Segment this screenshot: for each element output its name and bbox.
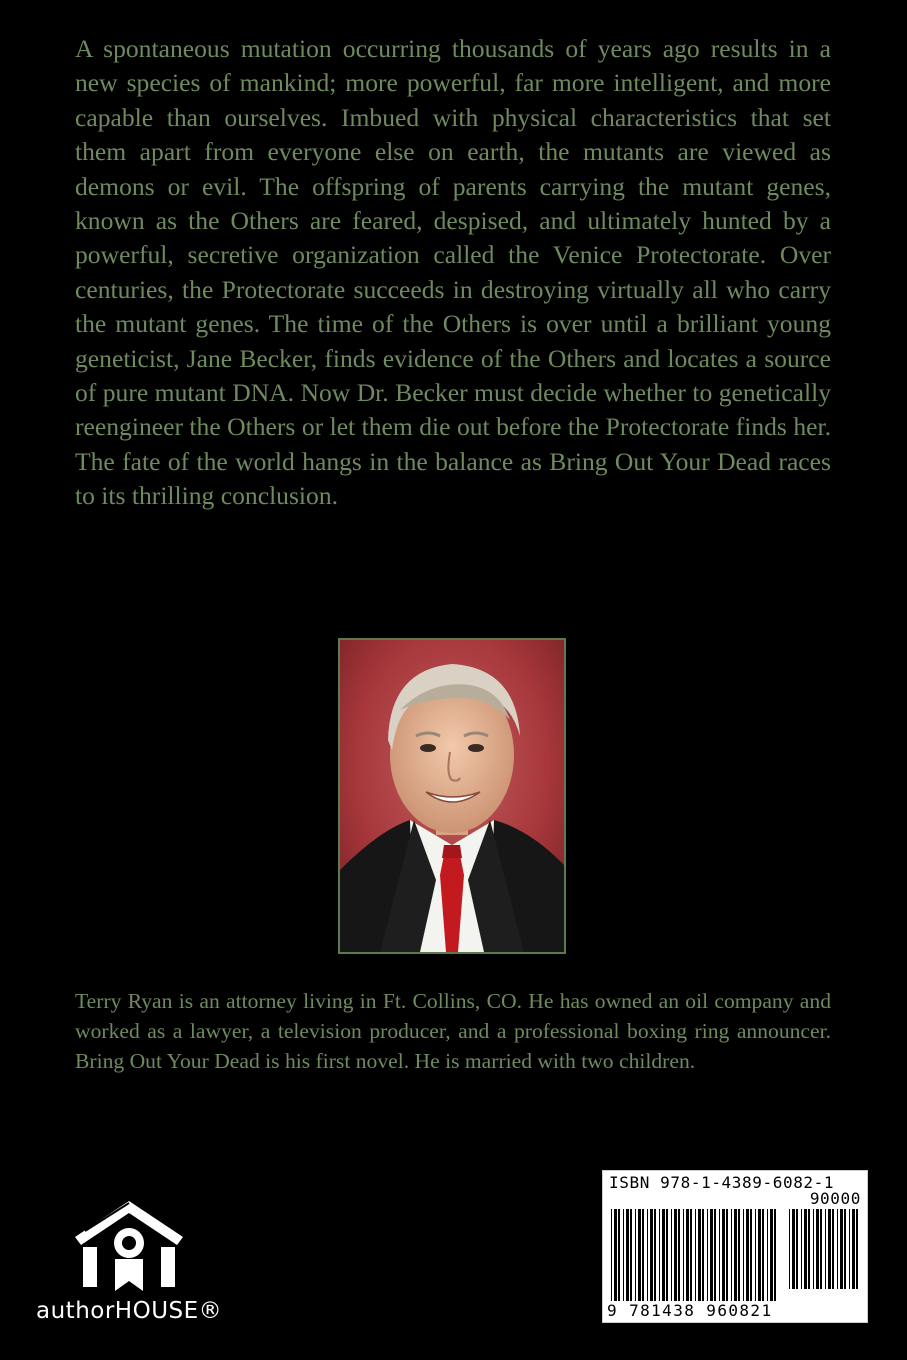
barcode-bar [654,1209,656,1301]
barcode-bar [714,1209,716,1301]
barcode-bar [808,1209,810,1289]
barcode-bar [707,1209,708,1301]
barcode-bar [796,1209,798,1289]
publisher-name: authorHOUSE® [36,1298,223,1324]
barcode-bar [618,1209,620,1301]
barcode-bar [674,1209,677,1301]
barcode-bar [746,1209,749,1301]
barcode-bar [774,1209,776,1301]
barcode-bar [695,1209,696,1301]
barcode-bar [856,1209,858,1289]
isbn-label: ISBN 978-1-4389-6082-1 [609,1173,835,1192]
barcode-bar [614,1209,617,1301]
author-portrait-illustration [340,640,564,952]
authorhouse-house-icon [69,1197,189,1295]
barcode-bar [820,1209,822,1289]
barcode-bar [647,1209,648,1301]
barcode-bar [635,1209,636,1301]
barcode-bar [650,1209,653,1301]
ean-bars [611,1209,781,1301]
publisher-logo [36,1195,236,1335]
barcode-bar [666,1209,668,1301]
barcode-bar [731,1209,732,1301]
barcode-bar [801,1209,802,1289]
barcode-bar [852,1209,855,1289]
barcode-bar [813,1209,814,1289]
barcode-bar [832,1209,834,1289]
barcode-bar [686,1209,689,1301]
barcode-bar [671,1209,672,1301]
barcode-bar [623,1209,624,1301]
back-cover-blurb: A spontaneous mutation occurring thousands of years ago results in a new species of mankind; more powerful, far more intelligent, and more capable than ourselves. Imbued with physical characteristics that set them apart from everyone else on earth, the mutants are viewed as demons or evil. The offspring of parents carrying the mutant genes, known as the Others are feared, despised, and ultimately hunted by a powerful, secretive organization called the Venice Protectorate. Over centuries, the Protectorate succeeds in destroying virtually all who carry the mutant genes. The time of the Others is over until a brilliant young geneticist, Jane Becker, finds evidence of the Others and locates a source of pure mutant DNA. Now Dr. Becker must decide whether to genetically reengineer the Others or let them die out before the Protectorate finds her. The fate of the world hangs in the balance as Bring Out Your Dead races to its thrilling conclusion. [75,34,831,511]
barcode-bar [642,1209,644,1301]
barcode-bar [734,1209,737,1301]
barcode-bar [662,1209,665,1301]
barcode-bar [722,1209,725,1301]
barcode-bar [828,1209,831,1289]
barcode-bar [743,1209,744,1301]
author-photo [338,638,566,954]
barcode-bar [626,1209,629,1301]
barcode-bar [710,1209,713,1301]
barcode-bar [762,1209,764,1301]
barcode-bar [789,1209,790,1289]
barcode-bar [702,1209,704,1301]
barcode-bar [678,1209,680,1301]
barcode-bar [698,1209,701,1301]
addon-bars [789,1209,861,1289]
barcode-bar [792,1209,795,1289]
barcode-bar [726,1209,728,1301]
barcode-bar [690,1209,692,1301]
price-code: 90000 [809,1189,861,1208]
barcode-bar [719,1209,720,1301]
barcode-bar [611,1209,612,1301]
author-bio: Terry Ryan is an attorney living in Ft. Collins, CO. He has owned an oil company and worked as a lawyer, a television producer, and a professional boxing ring announcer. Bring Out Your Dead is his first novel. He is married with two children. [75,989,831,1073]
barcode-bar [638,1209,641,1301]
barcode-bar [659,1209,660,1301]
barcode-bar [738,1209,740,1301]
barcode-bar [825,1209,826,1289]
barcode-bar [758,1209,761,1301]
barcode-bar [630,1209,632,1301]
barcode-bar [840,1209,843,1289]
barcode-bar [683,1209,684,1301]
barcode-bar [750,1209,752,1301]
barcode-bar [837,1209,838,1289]
barcode-bar [755,1209,756,1301]
barcode-bar [844,1209,846,1289]
barcode-bar [849,1209,850,1289]
barcode-bar [767,1209,768,1301]
ean-digits: 9 781438 960821 [607,1301,773,1320]
barcode-bar [816,1209,819,1289]
barcode-bar [804,1209,807,1289]
barcode-bar [770,1209,773,1301]
isbn-barcode [602,1170,868,1323]
